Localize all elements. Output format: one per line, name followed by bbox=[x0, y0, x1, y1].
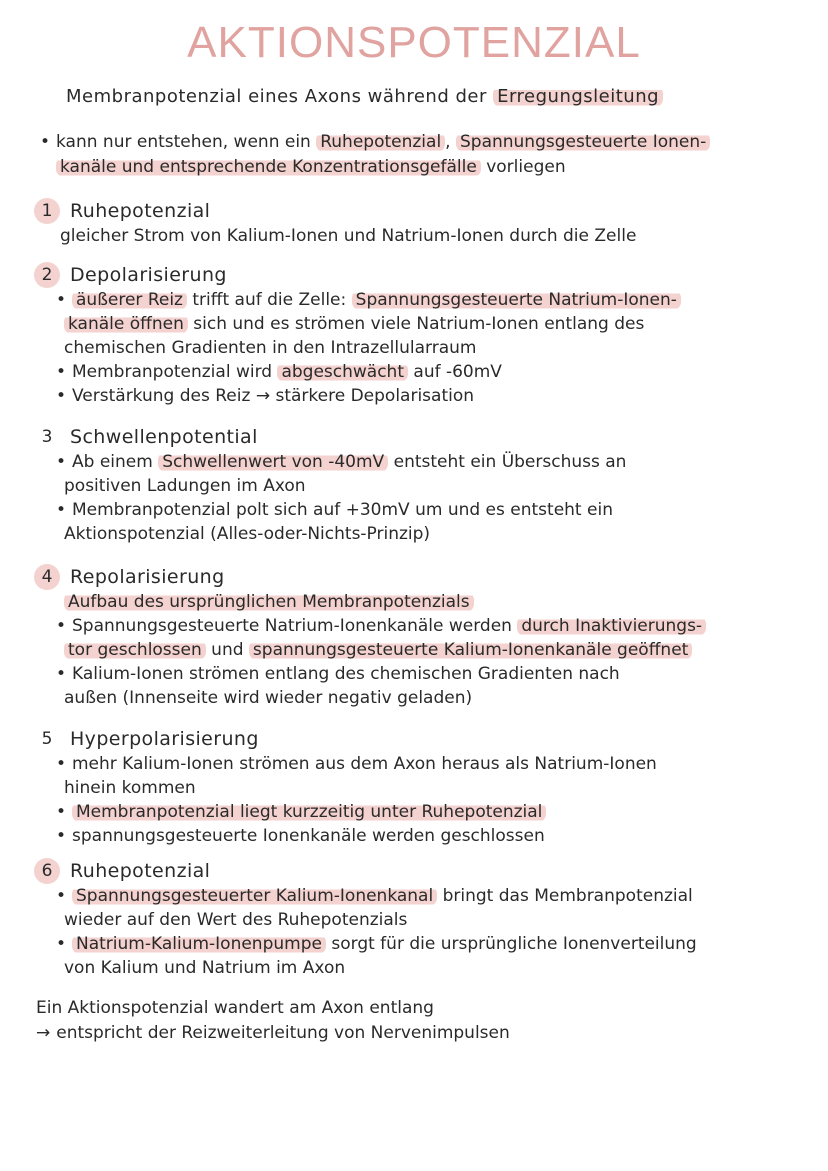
intro-highlight: kanäle und entsprechende Konzentrationsgefälle bbox=[56, 157, 481, 177]
body-text: Membranpotenzial wird bbox=[72, 362, 278, 382]
intro-highlight: Ruhepotenzial bbox=[316, 132, 445, 152]
list-item bbox=[54, 932, 794, 956]
list-item bbox=[54, 884, 794, 908]
intro-line-2 bbox=[56, 155, 798, 180]
section-hyperpolarisierung bbox=[34, 726, 794, 848]
list-item-continuation: wieder auf den Wert des Ruhepotenzials bbox=[64, 910, 408, 930]
highlight-text: Natrium-Kalium-Ionenpumpe bbox=[72, 934, 326, 954]
section-title: Hyperpolarisierung bbox=[70, 728, 259, 750]
section-number: 6 bbox=[34, 858, 60, 884]
intro-text: kann nur entstehen, wenn ein bbox=[56, 132, 317, 152]
section-text: gleicher Strom von Kalium-Ionen und Natrium-Ionen durch die Zelle bbox=[60, 226, 637, 246]
highlight-text: durch Inaktivierungs- bbox=[517, 616, 706, 636]
section-title: Ruhepotenzial bbox=[70, 200, 211, 222]
conclusion-line: Ein Aktionspotenzial wandert am Axon entlang bbox=[36, 998, 434, 1018]
list-item: • Kalium-Ionen strömen entlang des chemischen Gradienten nach bbox=[54, 662, 794, 686]
highlight-text: Spannungsgesteuerte Natrium-Ionen- bbox=[352, 290, 681, 310]
section-title: Depolarisierung bbox=[70, 264, 227, 286]
section-title: Repolarisierung bbox=[70, 566, 225, 588]
section-title: Schwellenpotential bbox=[70, 426, 258, 448]
body-text: sich und es strömen viele Natrium-Ionen entlang des bbox=[187, 314, 645, 334]
intro-text: vorliegen bbox=[480, 157, 566, 177]
section-depolarisierung bbox=[34, 262, 794, 408]
list-item bbox=[54, 384, 794, 408]
body-text: stärkere Depolarisation bbox=[275, 386, 475, 406]
conclusion-text: entspricht der Reizweiterleitung von Nervenimpulsen bbox=[56, 1023, 510, 1043]
intro-paragraph bbox=[38, 130, 798, 180]
section-header bbox=[34, 424, 794, 450]
conclusion-line bbox=[36, 1021, 510, 1046]
section-ruhepotenzial bbox=[34, 198, 794, 248]
highlight-text: Aufbau des ursprünglichen Membranpotenzials bbox=[64, 592, 474, 612]
list-item-continuation: von Kalium und Natrium im Axon bbox=[64, 958, 346, 978]
list-item bbox=[54, 450, 794, 474]
section-title: Ruhepotenzial bbox=[70, 860, 211, 882]
body-text: Verstärkung des Reiz bbox=[72, 386, 251, 406]
list-item: • spannungsgesteuerte Ionenkanäle werden geschlossen bbox=[54, 824, 794, 848]
section-header bbox=[34, 726, 794, 752]
highlight-text: abgeschwächt bbox=[277, 362, 408, 382]
section-repolarisierung bbox=[34, 564, 794, 710]
list-item-continuation bbox=[64, 312, 794, 336]
body-text: entsteht ein Überschuss an bbox=[388, 452, 627, 472]
body-text: sorgt für die ursprüngliche Ionenverteilung bbox=[325, 934, 697, 954]
list-item-continuation: Aktionspotenzial (Alles-oder-Nichts-Prinzip) bbox=[64, 524, 431, 544]
arrow-icon: → bbox=[255, 386, 271, 406]
highlight-text: kanäle öffnen bbox=[64, 314, 188, 334]
highlight-text: spannungsgesteuerte Kalium-Ionenkanäle geöffnet bbox=[249, 640, 692, 660]
list-item bbox=[54, 800, 794, 824]
section-number: 3 bbox=[41, 427, 53, 447]
highlight-text: äußerer Reiz bbox=[72, 290, 187, 310]
body-text: und bbox=[205, 640, 249, 660]
highlight-text: Membranpotenzial liegt kurzzeitig unter Ruhepotenzial bbox=[72, 802, 546, 822]
intro-highlight: Spannungsgesteuerte Ionen- bbox=[456, 132, 710, 152]
section-schwellenpotential bbox=[34, 424, 794, 546]
list-item-continuation: chemischen Gradienten in den Intrazellularraum bbox=[64, 338, 477, 358]
section-header bbox=[34, 262, 794, 288]
highlight-text: Schwellenwert von -40mV bbox=[158, 452, 388, 472]
section-ruhepotenzial-final bbox=[34, 858, 794, 980]
section-subheading bbox=[64, 590, 794, 614]
section-number: 5 bbox=[41, 729, 53, 749]
body-text: Ab einem bbox=[72, 452, 159, 472]
list-item-continuation bbox=[64, 638, 794, 662]
body-text: auf -60mV bbox=[408, 362, 502, 382]
subtitle-highlight: Erregungsleitung bbox=[493, 86, 663, 107]
list-item: • Membranpotenzial polt sich auf +30mV um und es entsteht ein bbox=[54, 498, 794, 522]
list-item-continuation: außen (Innenseite wird wieder negativ geladen) bbox=[64, 688, 473, 708]
section-number: 1 bbox=[34, 198, 60, 224]
section-number: 2 bbox=[34, 262, 60, 288]
conclusion bbox=[36, 996, 510, 1046]
list-item: • mehr Kalium-Ionen strömen aus dem Axon heraus als Natrium-Ionen bbox=[54, 752, 794, 776]
highlight-text: tor geschlossen bbox=[64, 640, 206, 660]
section-header bbox=[34, 858, 794, 884]
subtitle-text: Membranpotenzial eines Axons während der bbox=[66, 86, 494, 107]
section-number: 4 bbox=[34, 564, 60, 590]
intro-text: , bbox=[445, 132, 456, 152]
page-subtitle bbox=[66, 86, 663, 107]
body-text: bringt das Membranpotenzial bbox=[437, 886, 693, 906]
intro-bullet bbox=[38, 130, 798, 155]
body-text: trifft auf die Zelle: bbox=[186, 290, 352, 310]
list-item bbox=[54, 614, 794, 638]
list-item-continuation: hinein kommen bbox=[64, 778, 196, 798]
arrow-icon: → bbox=[36, 1023, 51, 1043]
page-title: AKTIONSPOTENZIAL bbox=[187, 18, 641, 67]
body-text: Spannungsgesteuerte Natrium-Ionenkanäle werden bbox=[72, 616, 518, 636]
highlight-text: Spannungsgesteuerter Kalium-Ionenkanal bbox=[72, 886, 437, 906]
section-header bbox=[34, 198, 794, 224]
section-header bbox=[34, 564, 794, 590]
list-item-continuation: positiven Ladungen im Axon bbox=[64, 476, 306, 496]
list-item bbox=[54, 360, 794, 384]
list-item bbox=[54, 288, 794, 312]
